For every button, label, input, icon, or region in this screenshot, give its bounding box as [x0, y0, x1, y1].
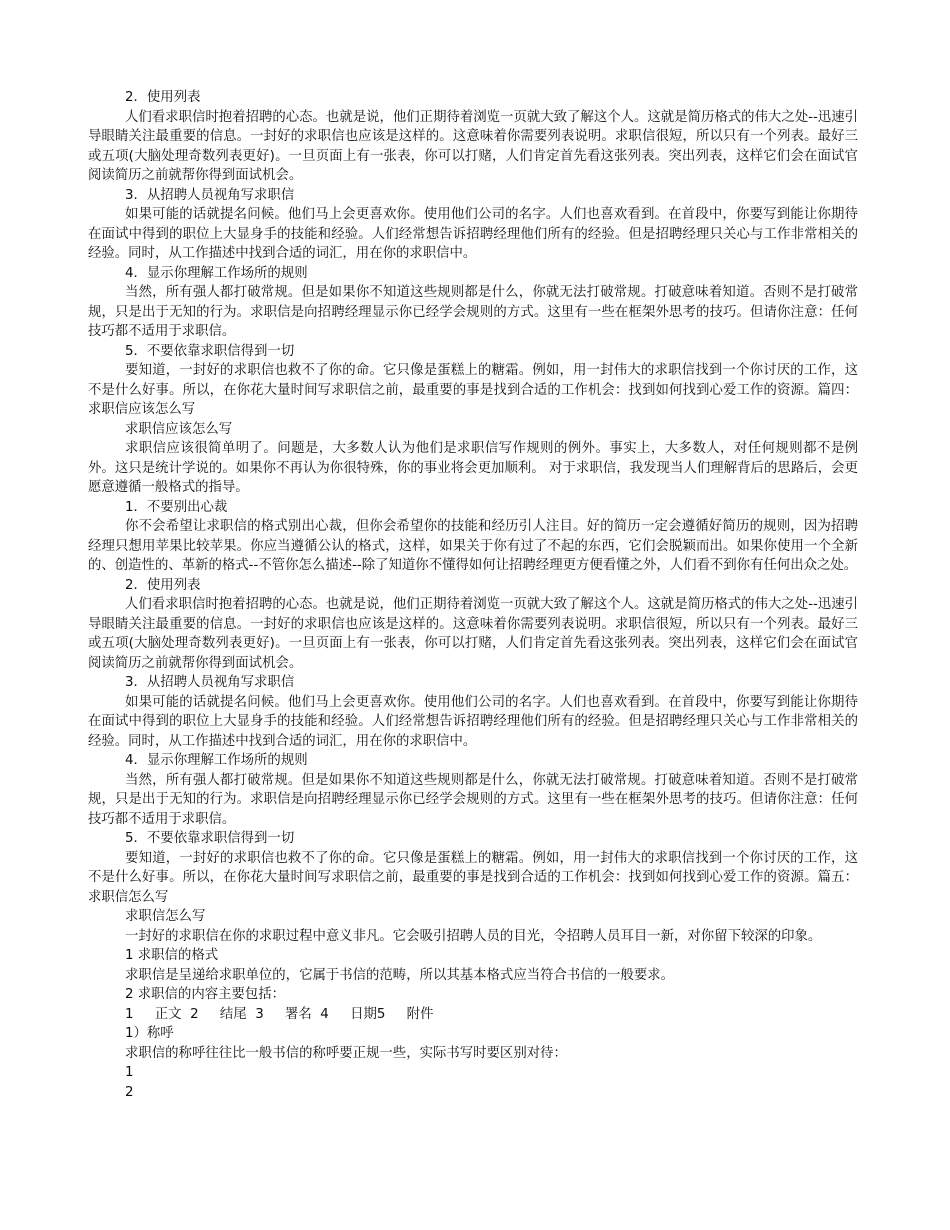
paragraph: 当然，所有强人都打破常规。但是如果你不知道这些规则都是什么，你就无法打破常规。打破意味着知道。否则不是打破常规，只是出于无知的行为。求职信是向招聘经理显示你已经学会规则的方式。这里有一些在框架外思考的技巧。但请你注意：任何技巧都不适用于求职信。	[88, 285, 858, 339]
list-line: 2	[125, 1084, 134, 1100]
section-heading: 1）称呼	[125, 1026, 174, 1041]
paragraph: 如果可能的话就提名问候。他们马上会更喜欢你。使用他们公司的名字。人们也喜欢看到。在首段中，你要写到能让你期待在面试中得到的职位上大显身手的技能和经验。人们经常想告诉招聘经理他们所有的经验。但是招聘经理只关心与工作非常相关的经验。同时，从工作描述中找到合适的词汇，用在你的求职信中。	[88, 694, 858, 749]
section-heading: 求职信应该怎么写	[125, 421, 233, 437]
section-heading: 3．从招聘人员视角写求职信	[125, 675, 295, 690]
paragraph: 求职信应该很简单明了。问题是，大多数人认为他们是求职信写作规则的例外。事实上，大多数人，对任何规则都不是例外。这只是统计学说的。如果你不再认为你很特殊，你的事业将会更加顺利。 对于求职信，我发现当人们理解背后的思路后，会更愿意遵循一般格式的指导。	[88, 441, 858, 495]
paragraph: 你不会希望让求职信的格式别出心裁，但你会希望你的技能和经历引人注目。好的简历一定会遵循好简历的规则，因为招聘经理只想用苹果比较苹果。你应当遵循公认的格式，这样，如果关于你有过了不起的东西，它们会脱颖而出。如果你使用一个全新的、创造性的、革新的格式--不管你怎么描述--除了知道你不懂得如何让招聘经理更方便看懂之外，人们看不到你有任何出众之处。	[88, 519, 858, 573]
paragraph: 求职信是呈递给求职单位的，它属于书信的范畴，所以其基本格式应当符合书信的一般要求。	[125, 967, 675, 983]
document-body	[88, 88, 858, 1102]
section-heading: 2 求职信的内容主要包括：	[125, 987, 286, 1002]
section-heading: 5．不要依靠求职信得到一切	[125, 343, 295, 359]
section-heading: 3．从招聘人员视角写求职信	[125, 187, 295, 203]
paragraph: 人们看求职信时抱着招聘的心态。也就是说，他们正期待着浏览一页就大致了解这个人。这就是简历格式的伟大之处--迅速引导眼睛关注最重要的信息。一封好的求职信也应该是这样的。这意味着你需要列表说明。求职信很短，所以只有一个列表。最好三或五项(大脑处理奇数列表更好)。一旦页面上有一张表，你可以打赌，人们肯定首先看这张列表。突出列表，这样它们会在面试官阅读简历之前就帮你得到面试机会。	[88, 597, 858, 671]
section-heading: 1 求职信的格式	[125, 948, 219, 963]
section-heading: 1．不要别出心裁	[125, 499, 228, 515]
paragraph: 当然，所有强人都打破常规。但是如果你不知道这些规则都是什么，你就无法打破常规。打破意味着知道。否则不是打破常规，只是出于无知的行为。求职信是向招聘经理显示你已经学会规则的方式。这里有一些在框架外思考的技巧。但请你注意：任何技巧都不适用于求职信。	[88, 772, 858, 827]
paragraph: 要知道，一封好的求职信也救不了你的命。它只像是蛋糕上的糖霜。例如，用一封伟大的求职信找到一个你讨厌的工作，这不是什么好事。所以，在你花大量时间写求职信之前，最重要的事是找到合适的工作机会：找到如何找到心爱工作的资源。篇五：求职信怎么写	[88, 850, 858, 905]
paragraph: 一封好的求职信在你的求职过程中意义非凡。它会吸引招聘人员的目光，令招聘人员耳目一新，对你留下较深的印象。	[125, 928, 822, 944]
section-heading: 2．使用列表	[125, 90, 201, 105]
section-heading: 4．显示你理解工作场所的规则	[125, 265, 308, 281]
paragraph: 求职信的称呼往往比一般书信的称呼要正规一些，实际书写时要区别对待：	[125, 1045, 567, 1061]
paragraph: 人们看求职信时抱着招聘的心态。也就是说，他们正期待着浏览一页就大致了解这个人。这就是简历格式的伟大之处--迅速引导眼睛关注最重要的信息。一封好的求职信也应该是这样的。这意味着你需要列表说明。求职信很短，所以只有一个列表。最好三或五项(大脑处理奇数列表更好)。一旦页面上有一张表，你可以打赌，人们肯定首先看这张列表。突出列表，这样它们会在面试官阅读简历之前就帮你得到面试机会。	[88, 109, 858, 183]
section-heading: 2．使用列表	[125, 577, 201, 593]
list-line: 1	[125, 1065, 134, 1080]
list-line: 1 正文 2 结尾 3 署名 4 日期5 附件	[125, 1006, 434, 1022]
section-heading: 求职信怎么写	[125, 909, 206, 924]
paragraph: 如果可能的话就提名问候。他们马上会更喜欢你。使用他们公司的名字。人们也喜欢看到。在首段中，你要写到能让你期待在面试中得到的职位上大显身手的技能和经验。人们经常想告诉招聘经理他们所有的经验。但是招聘经理只关心与工作非常相关的经验。同时，从工作描述中找到合适的词汇，用在你的求职信中。	[88, 207, 858, 261]
paragraph: 要知道，一封好的求职信也救不了你的命。它只像是蛋糕上的糖霜。例如，用一封伟大的求职信找到一个你讨厌的工作，这不是什么好事。所以，在你花大量时间写求职信之前，最重要的事是找到合适的工作机会：找到如何找到心爱工作的资源。篇四：求职信应该怎么写	[88, 363, 858, 417]
section-heading: 4．显示你理解工作场所的规则	[125, 753, 308, 768]
section-heading: 5．不要依靠求职信得到一切	[125, 831, 295, 846]
